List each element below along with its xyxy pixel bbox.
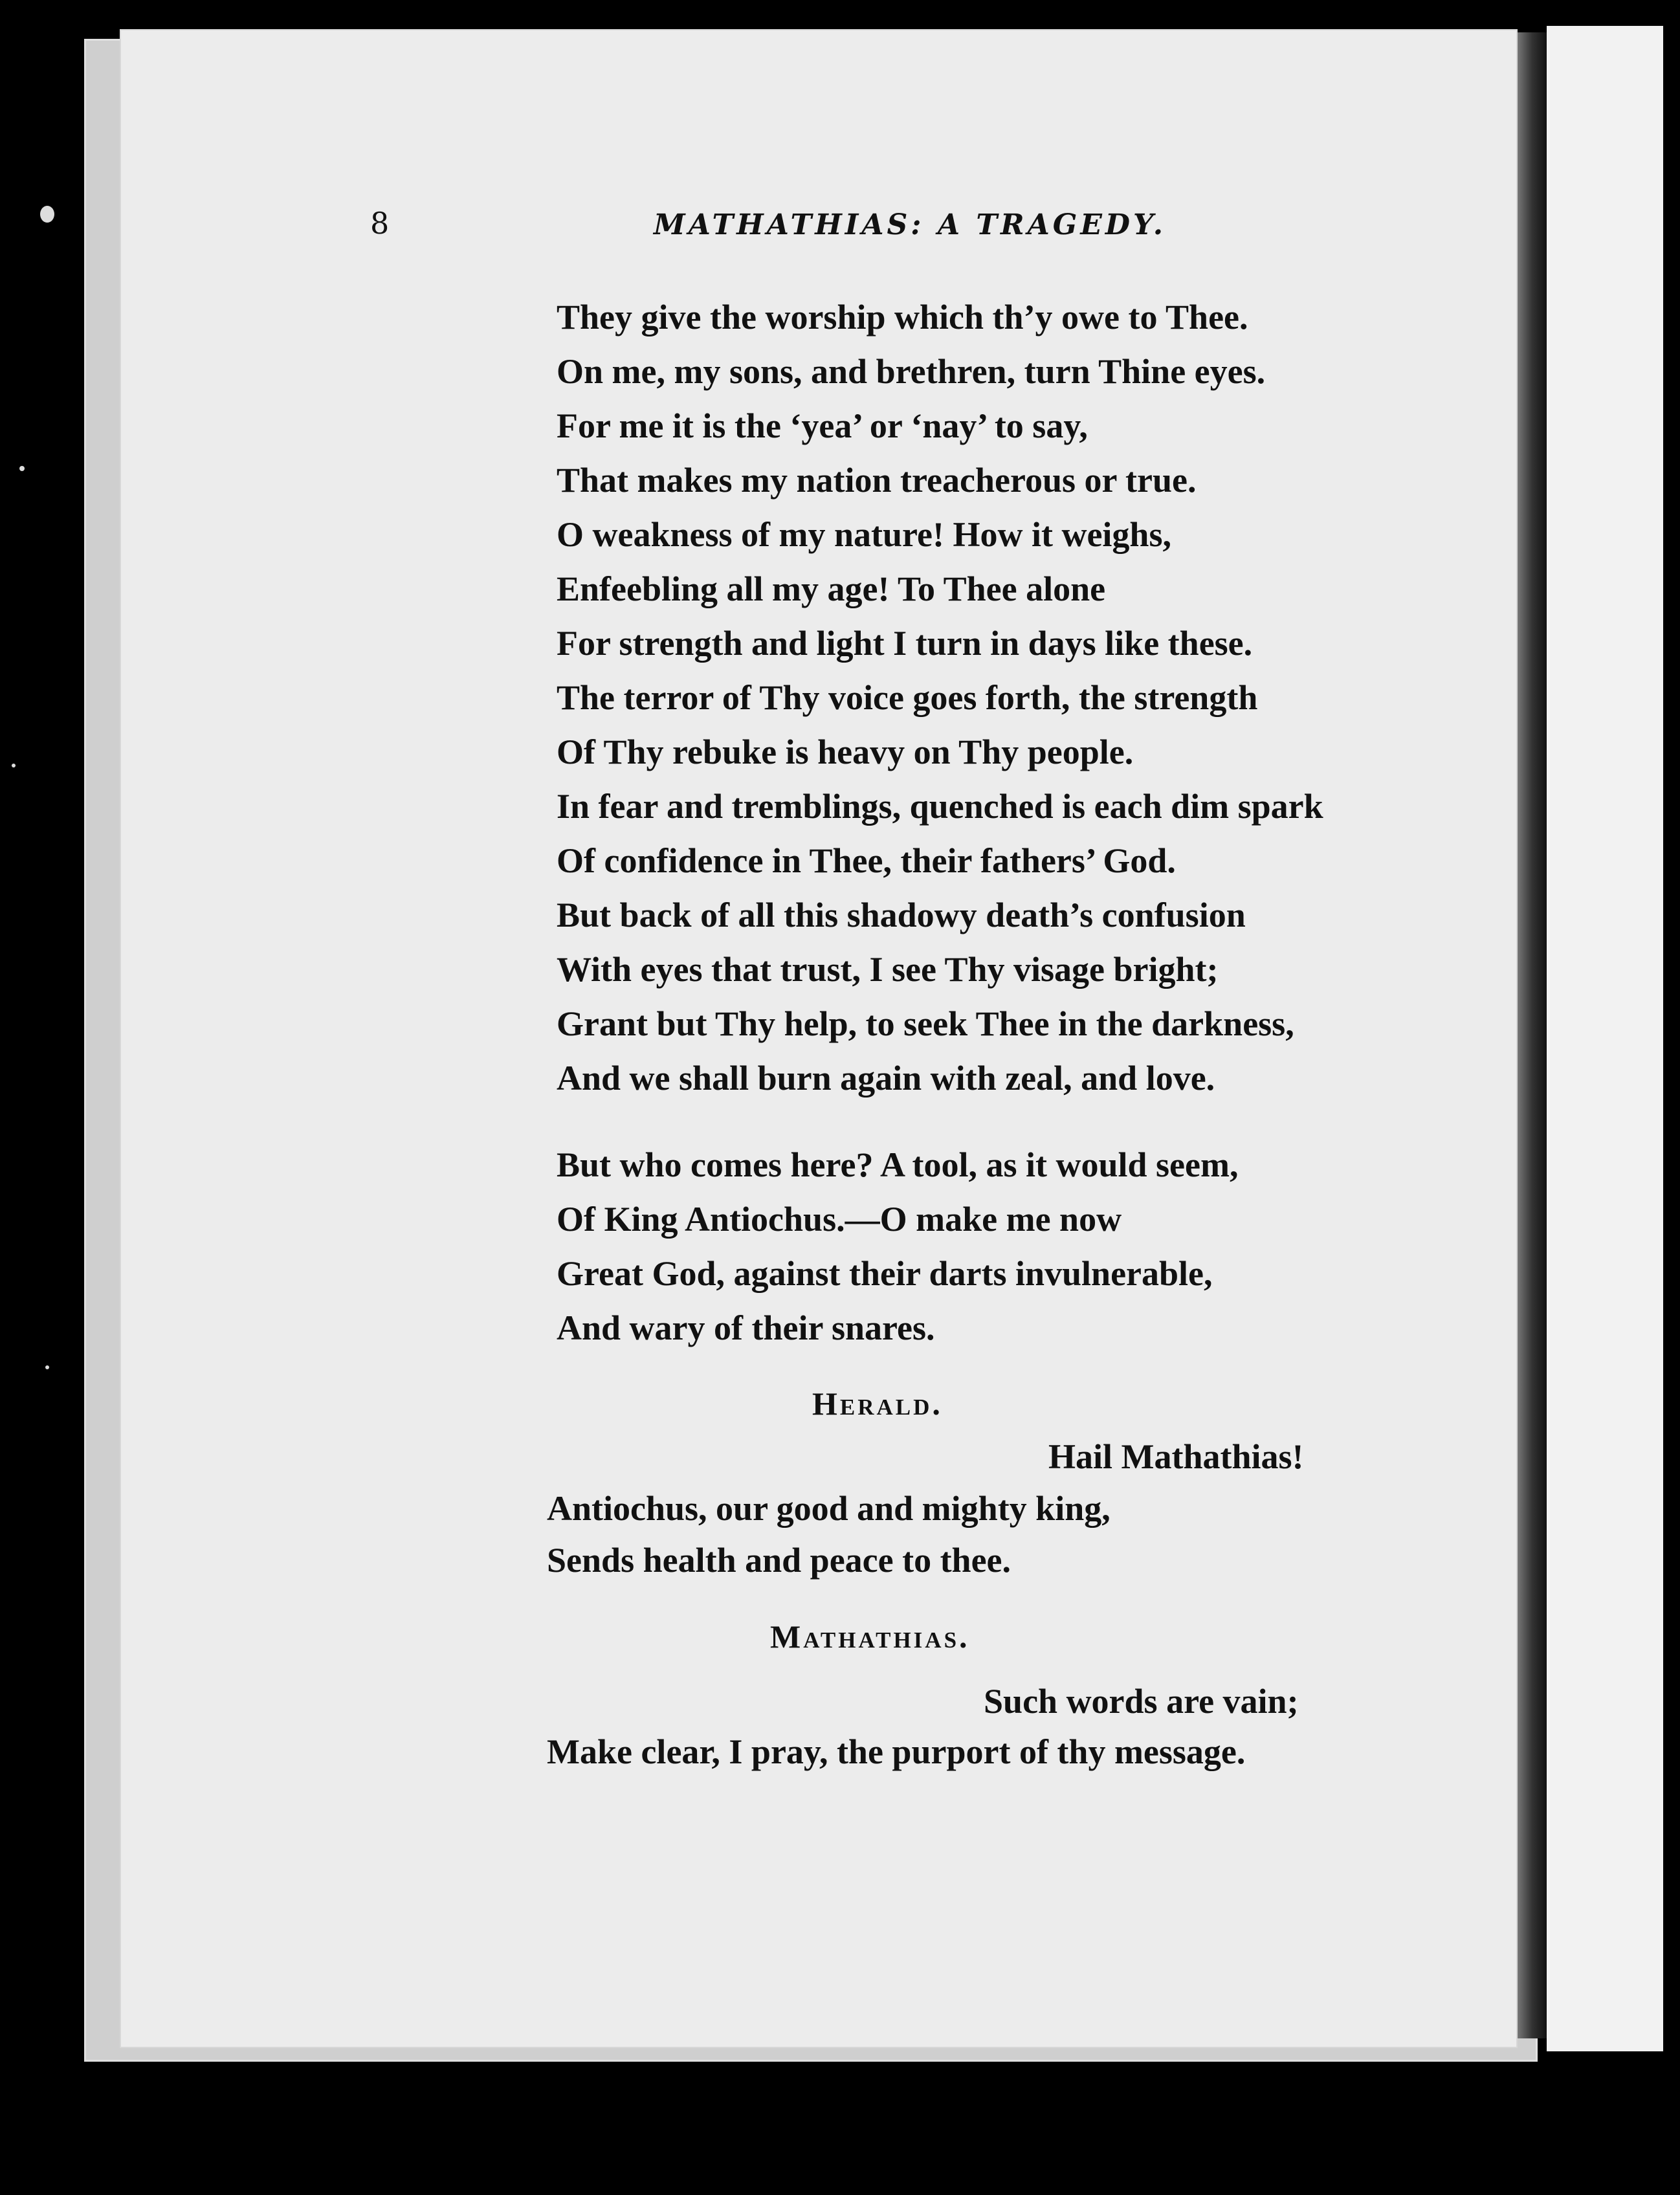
dialogue-line: Antiochus, our good and mighty king, [547, 1489, 1111, 1528]
scan-speck [45, 1365, 49, 1369]
verse-stanza-2 [557, 1138, 1463, 1355]
verse-stanza-1 [557, 290, 1463, 1105]
verse-line: They give the worship which th’y owe to Thee. [557, 298, 1248, 336]
scan-speck [19, 466, 25, 471]
verse-line: On me, my sons, and brethren, turn Thine eyes. [557, 352, 1266, 391]
verse-line: Of Thy rebuke is heavy on Thy people. [557, 733, 1134, 771]
speaker-heading-herald: Herald. [812, 1385, 943, 1422]
verse-line: The terror of Thy voice goes forth, the strength [557, 678, 1258, 717]
dialogue-line: Make clear, I pray, the purport of thy message. [547, 1732, 1246, 1771]
verse-line: That makes my nation treacherous or true. [557, 461, 1197, 500]
verse-line: For me it is the ‘yea’ or ‘nay’ to say, [557, 406, 1088, 445]
scan-speck [40, 206, 54, 223]
verse-line: O weakness of my nature! How it weighs, [557, 515, 1171, 554]
page-number: 8 [370, 206, 390, 241]
dialogue-line: Hail Mathathias! [1048, 1437, 1304, 1476]
verse-line: And we shall burn again with zeal, and love. [557, 1059, 1215, 1098]
verse-line: Of confidence in Thee, their fathers’ God. [557, 841, 1176, 880]
running-head: MATHATHIAS: A TRAGEDY. [654, 208, 1167, 241]
verse-line: Of King Antiochus.—O make me now [557, 1200, 1122, 1239]
verse-line: But back of all this shadowy death’s confusion [557, 896, 1246, 934]
verse-line: For strength and light I turn in days like these. [557, 624, 1253, 663]
verse-line: Grant but Thy help, to seek Thee in the darkness, [557, 1004, 1294, 1043]
book-gutter [1518, 32, 1547, 2038]
verse-line: With eyes that trust, I see Thy visage bright; [557, 950, 1219, 989]
verse-line: Enfeebling all my age! To Thee alone [557, 569, 1106, 608]
verse-line: In fear and tremblings, quenched is each dim spark [557, 787, 1323, 826]
dialogue-line: Such words are vain; [984, 1682, 1299, 1721]
verse-line: And wary of their snares. [557, 1308, 935, 1347]
scan-speck [12, 764, 16, 767]
dialogue-line: Sends health and peace to thee. [547, 1541, 1011, 1580]
verse-line: Great God, against their darts invulnerable, [557, 1254, 1213, 1293]
adjacent-page-edge [1547, 26, 1680, 2051]
speaker-heading-mathathias: Mathathias. [770, 1618, 970, 1655]
verse-line: But who comes here? A tool, as it would seem, [557, 1145, 1239, 1184]
